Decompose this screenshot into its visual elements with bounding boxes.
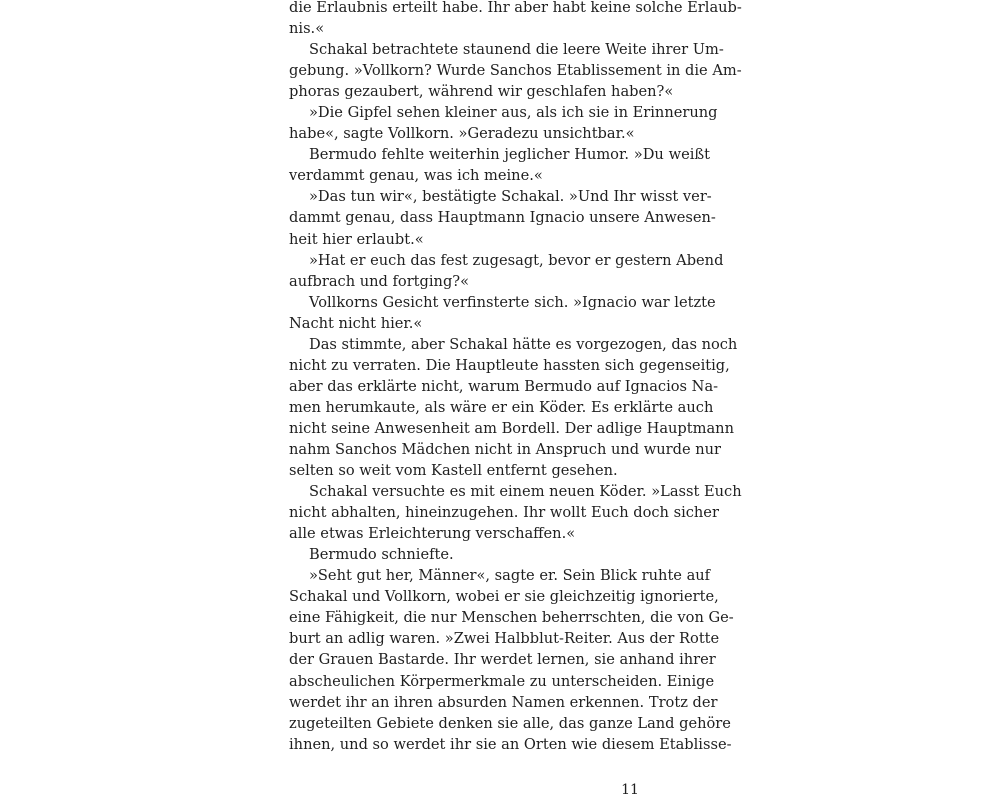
text-line: »Hat er euch das fest zugesagt, bevor er gestern Abend: [309, 251, 724, 269]
text-line: Schakal versuchte es mit einem neuen Köder. »Lasst Euch: [309, 483, 742, 501]
text-line: nis.«: [289, 20, 325, 38]
text-line: nahm Sanchos Mädchen nicht in Anspruch und wurde nur: [289, 440, 722, 458]
text-line: ihnen, und so werdet ihr sie an Orten wie diesem Etablisse-: [289, 735, 732, 753]
text-line: Schakal betrachtete staunend die leere Weite ihrer Um-: [309, 41, 724, 59]
text-line: habe«, sagte Vollkorn. »Geradezu unsichtbar.«: [289, 125, 635, 143]
text-line: Schakal und Vollkorn, wobei er sie gleichzeitig ignorierte,: [289, 588, 719, 606]
text-line: selten so weit vom Kastell entfernt gesehen.: [289, 462, 618, 480]
text-line: burt an adlig waren. »Zwei Halbblut-Reiter. Aus der Rotte: [289, 630, 720, 648]
text-line: gebung. »Vollkorn? Wurde Sanchos Etablissement in die Am-: [289, 62, 742, 80]
text-line: Bermudo fehlte weiterhin jeglicher Humor. »Du weißt: [309, 146, 710, 164]
text-line: eine Fähigkeit, die nur Menschen beherrschten, die von Ge-: [289, 609, 734, 627]
text-line: Nacht nicht hier.«: [289, 314, 423, 332]
text-line: aber das erklärte nicht, warum Bermudo auf Ignacios Na-: [289, 377, 719, 395]
text-line: abscheulichen Körpermerkmale zu unterscheiden. Einige: [289, 672, 715, 690]
text-line: phoras gezaubert, während wir geschlafen haben?«: [289, 83, 674, 101]
text-line: »Das tun wir«, bestätigte Schakal. »Und Ihr wisst ver-: [309, 188, 712, 206]
text-line: »Seht gut her, Männer«, sagte er. Sein Blick ruhte auf: [309, 567, 711, 585]
text-line: men herumkaute, als wäre er ein Köder. Es erklärte auch: [289, 398, 714, 416]
body-text: [289, 0, 742, 755]
text-line: nicht abhalten, hineinzugehen. Ihr wollt Euch doch sicher: [289, 504, 719, 522]
text-line: »Die Gipfel sehen kleiner aus, als ich sie in Erinnerung: [309, 104, 718, 122]
text-line: dammt genau, dass Hauptmann Ignacio unsere Anwesen-: [289, 209, 716, 227]
text-line: Vollkorns Gesicht verfinsterte sich. »Ignacio war letzte: [309, 293, 716, 311]
text-line: verdammt genau, was ich meine.«: [289, 167, 543, 185]
text-line: der Grauen Bastarde. Ihr werdet lernen, sie anhand ihrer: [289, 651, 716, 669]
text-line: Bermudo schniefte.: [309, 546, 454, 564]
text-line: heit hier erlaubt.«: [289, 230, 424, 248]
text-line: nicht seine Anwesenheit am Bordell. Der adlige Hauptmann: [289, 419, 734, 437]
text-line: Das stimmte, aber Schakal hätte es vorgezogen, das noch: [309, 335, 738, 353]
text-line: werdet ihr an ihren absurden Namen erkennen. Trotz der: [289, 693, 718, 711]
text-line: alle etwas Erleichterung verschaffen.«: [289, 525, 576, 543]
text-line: aufbrach und fortging?«: [289, 272, 470, 290]
text-line: die Erlaubnis erteilt habe. Ihr aber habt keine solche Erlaub-: [289, 0, 742, 16]
text-line: nicht zu verraten. Die Hauptleute hassten sich gegenseitig,: [289, 356, 730, 374]
page-number: 11: [621, 782, 639, 798]
text-line: zugeteilten Gebiete denken sie alle, das ganze Land gehöre: [289, 714, 731, 732]
